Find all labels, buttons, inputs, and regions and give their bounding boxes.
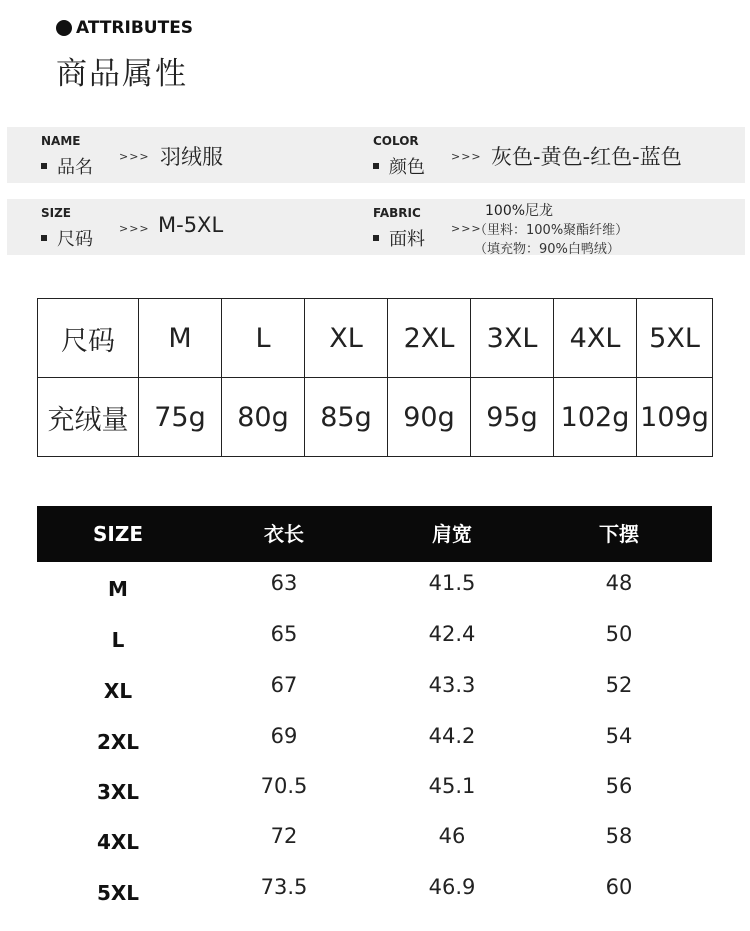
fabric-label-zh [373, 225, 425, 251]
name-arrows: >>> [119, 150, 150, 163]
size-cell: XL [103, 679, 133, 703]
header-hem: 下摆 [599, 522, 639, 546]
fill-header-cell: XL [305, 299, 388, 378]
shoulder-cell: 42.4 [428, 622, 476, 646]
fill-value-cell: 95g [471, 378, 554, 457]
header-size: SIZE [92, 522, 144, 546]
color-label-zh [373, 153, 425, 179]
size-table-header [37, 506, 712, 562]
size-cell: 4XL [96, 830, 140, 854]
color-label-en: COLOR [373, 134, 419, 148]
shoulder-cell: 43.3 [428, 673, 476, 697]
fill-value-cell: 75g [139, 378, 222, 457]
bullet-dot-icon [56, 20, 72, 36]
hem-cell: 58 [605, 824, 633, 848]
size-cell: L [111, 628, 125, 652]
fabric-value-filling: （填充物：90%白鸭绒） [474, 242, 620, 257]
fill-value-cell: 90g [388, 378, 471, 457]
size-cell: M [108, 577, 128, 601]
length-cell: 63 [270, 571, 298, 595]
color-arrows: >>> [451, 150, 482, 163]
fabric-label-en: FABRIC [373, 206, 421, 220]
size-arrows: >>> [119, 222, 150, 235]
size-label-en: SIZE [41, 206, 72, 220]
hem-cell: 60 [605, 875, 633, 899]
fill-value-cell: 102g [554, 378, 637, 457]
size-cell: 3XL [96, 780, 140, 804]
color-value: 灰色-黄色-红色-蓝色 [491, 145, 682, 169]
hem-cell: 52 [605, 673, 633, 697]
size-label-text: 尺码 [57, 229, 93, 250]
fill-value-cell: 80g [222, 378, 305, 457]
length-cell: 69 [270, 724, 298, 748]
fabric-arrows: >>> [451, 222, 482, 235]
attributes-heading [56, 18, 193, 38]
fill-weight-table [37, 298, 713, 457]
table-row [37, 724, 712, 774]
table-row [37, 673, 712, 723]
color-label-text: 颜色 [389, 157, 425, 178]
hem-cell: 50 [605, 622, 633, 646]
fabric-value-main: 100%尼龙 [485, 203, 554, 219]
fill-header-cell: 3XL [471, 299, 554, 378]
fill-value-label: 充绒量 [38, 378, 139, 457]
shoulder-cell: 41.5 [428, 571, 476, 595]
fill-header-cell: 4XL [554, 299, 637, 378]
shoulder-cell: 44.2 [428, 724, 476, 748]
name-label-en: NAME [41, 134, 81, 148]
table-row [38, 378, 713, 457]
fill-value-cell: 85g [305, 378, 388, 457]
square-bullet-icon [373, 235, 379, 241]
length-cell: 67 [270, 673, 298, 697]
length-cell: 65 [270, 622, 298, 646]
length-cell: 70.5 [260, 774, 308, 798]
heading-zh: 商品属性 [56, 56, 188, 92]
hem-cell: 56 [605, 774, 633, 798]
name-label-text: 品名 [57, 157, 93, 178]
hem-cell: 48 [605, 571, 633, 595]
square-bullet-icon [41, 163, 47, 169]
table-row [37, 571, 712, 621]
fill-header-cell: L [222, 299, 305, 378]
fill-value-cell: 109g [637, 378, 713, 457]
square-bullet-icon [41, 235, 47, 241]
fill-header-cell: 5XL [637, 299, 713, 378]
header-shoulder: 肩宽 [432, 522, 472, 546]
heading-en: ATTRIBUTES [76, 18, 194, 38]
table-row [37, 622, 712, 672]
size-cell: 2XL [96, 730, 140, 754]
table-row [37, 875, 712, 925]
size-label-zh [41, 225, 93, 251]
table-row [37, 824, 712, 874]
length-cell: 72 [270, 824, 298, 848]
square-bullet-icon [373, 163, 379, 169]
table-row [37, 774, 712, 824]
fill-header-cell: 2XL [388, 299, 471, 378]
fill-header-label: 尺码 [38, 299, 139, 378]
fabric-value-lining: （里料：100%聚酯纤维） [474, 223, 629, 238]
size-value: M-5XL [158, 213, 224, 237]
fabric-label-text: 面料 [389, 229, 425, 250]
hem-cell: 54 [605, 724, 633, 748]
length-cell: 73.5 [260, 875, 308, 899]
shoulder-cell: 46 [438, 824, 466, 848]
shoulder-cell: 46.9 [428, 875, 476, 899]
shoulder-cell: 45.1 [428, 774, 476, 798]
name-label-zh [41, 153, 93, 179]
header-length: 衣长 [264, 522, 304, 546]
table-row [38, 299, 713, 378]
size-cell: 5XL [96, 881, 140, 905]
fill-header-cell: M [139, 299, 222, 378]
name-value: 羽绒服 [160, 145, 223, 169]
